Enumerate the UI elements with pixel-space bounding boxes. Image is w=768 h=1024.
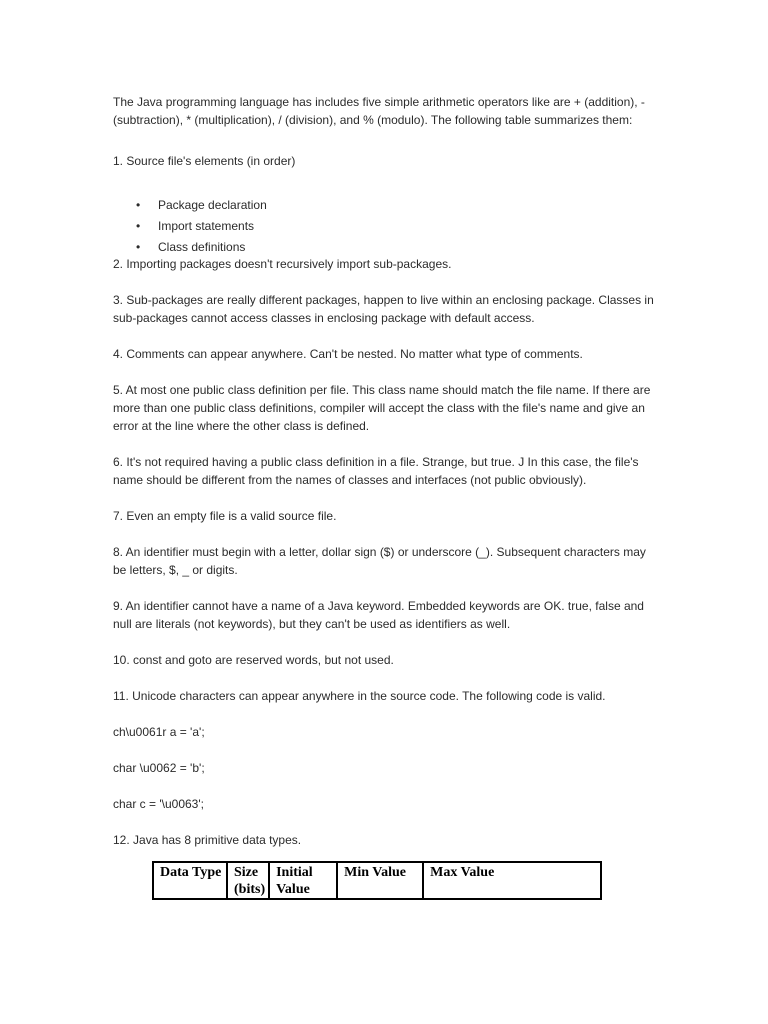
table-header-row: [153, 862, 601, 899]
bullet-icon: •: [136, 198, 141, 212]
document-body: [113, 93, 658, 849]
bullet-icon: •: [136, 240, 141, 254]
table-header-cell: Data Type: [153, 862, 227, 899]
bullet-icon: •: [136, 219, 141, 233]
list-item: [136, 216, 658, 237]
table-header-cell: Initial Value: [269, 862, 337, 899]
table-header-cell: Max Value: [423, 862, 601, 899]
table-header-cell: Size (bits): [227, 862, 269, 899]
item-7: 7. Even an empty file is a valid source file.: [113, 509, 337, 523]
list-item-label: Import statements: [158, 219, 255, 233]
list-item: [136, 195, 658, 216]
intro-paragraph: The Java programming language has includes five simple arithmetic operators like are + (addition), - (subtraction), * (multiplication), / (division), and % (modulo). The following table summarizes them:: [113, 95, 645, 127]
item-2: 2. Importing packages doesn't recursively import sub-packages.: [113, 257, 452, 271]
item-9: 9. An identifier cannot have a name of a Java keyword. Embedded keywords are OK. true, false and null are literals (not keywords), but they can't be used as identifiers as well.: [113, 599, 644, 631]
item-8: 8. An identifier must begin with a letter, dollar sign ($) or underscore (_). Subsequent characters may be letters, $, _ or digits.: [113, 545, 646, 577]
code-line: char \u0062 = 'b';: [113, 761, 205, 775]
code-line: char c = '\u0063';: [113, 797, 204, 811]
item-6: 6. It's not required having a public class definition in a file. Strange, but true. J In this case, the file's name should be different from the names of classes and interfaces (not public obviously).: [113, 455, 639, 487]
item-12: 12. Java has 8 primitive data types.: [113, 833, 302, 847]
source-elements-list: [113, 195, 658, 258]
item-4: 4. Comments can appear anywhere. Can't be nested. No matter what type of comments.: [113, 347, 583, 361]
primitive-types-table: [152, 861, 602, 900]
list-item: [136, 237, 658, 258]
item-10: 10. const and goto are reserved words, but not used.: [113, 653, 394, 667]
item-11: 11. Unicode characters can appear anywhere in the source code. The following code is valid.: [113, 689, 606, 703]
list-item-label: Class definitions: [158, 240, 246, 254]
table-header-cell: Min Value: [337, 862, 423, 899]
item-5: 5. At most one public class definition per file. This class name should match the file name. If there are more than one public class definitions, compiler will accept the class with the file's name and give an error at the line where the other class is defined.: [113, 383, 651, 433]
item-1: 1. Source file's elements (in order): [113, 154, 296, 168]
list-item-label: Package declaration: [158, 198, 267, 212]
code-line: ch\u0061r a = 'a';: [113, 725, 205, 739]
item-3: 3. Sub-packages are really different packages, happen to live within an enclosing package. Classes in sub-packages cannot access classes in enclosing package with default access.: [113, 293, 654, 325]
